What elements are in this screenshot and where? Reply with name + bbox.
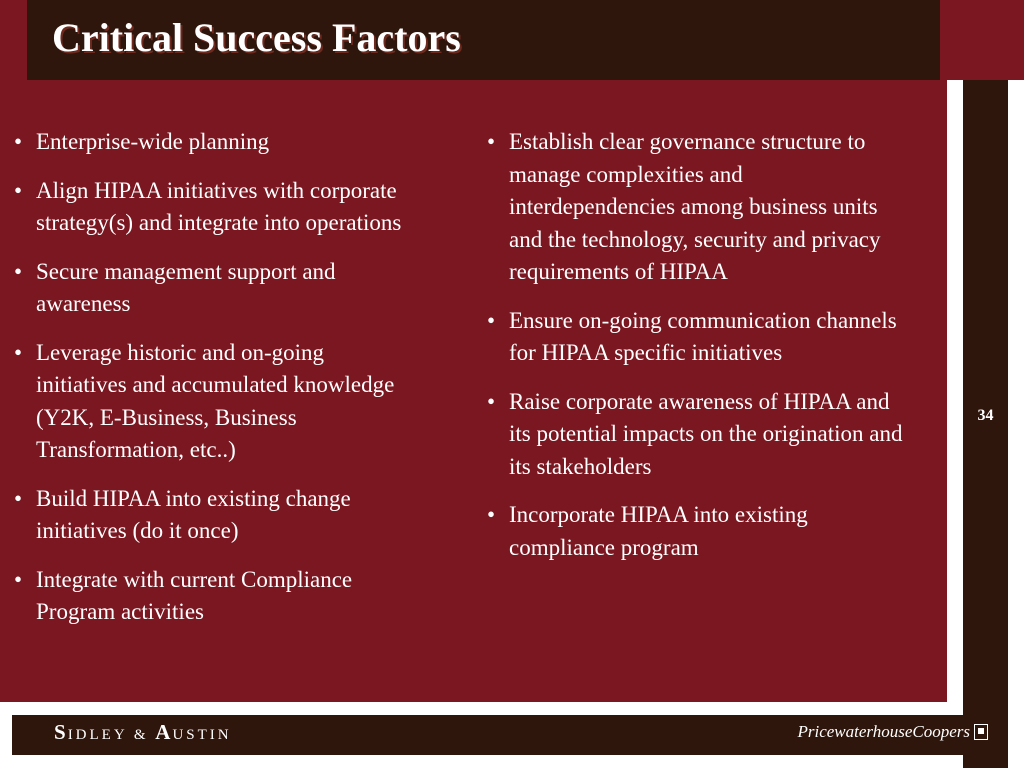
right-side-strip <box>963 80 1008 768</box>
page-number: 34 <box>977 407 994 424</box>
bullet-text: Leverage historic and on-going initiatives and accumulated knowledge (Y2K, E-Business, Business Transformation, etc..) <box>36 339 395 462</box>
bullet-icon: • <box>487 307 496 333</box>
right-side-panel <box>947 80 1024 768</box>
bullet-text: Ensure on-going communication channels for HIPAA specific initiatives <box>509 307 897 365</box>
bullet-item <box>487 305 912 370</box>
slide-title: Critical Success Factors <box>52 15 461 60</box>
bullet-text: Incorporate HIPAA into existing compliance program <box>509 502 808 560</box>
bullet-icon: • <box>487 502 496 527</box>
bullet-item <box>14 337 414 467</box>
bullet-text: Align HIPAA initiatives with corporate strategy(s) and integrate into operations <box>36 177 402 235</box>
title-bar <box>27 0 940 80</box>
bullet-text: Establish clear governance structure to manage complexities and interdependencies among business units and the technology, security and privacy requirements of HIPAA <box>509 129 881 284</box>
bullet-item <box>14 256 414 321</box>
bullet-icon: • <box>14 566 23 592</box>
bullet-item <box>14 175 414 240</box>
bullet-item <box>14 126 414 159</box>
pricewaterhousecoopers-logo: PricewaterhouseCoopers <box>797 722 988 742</box>
right-bullet-list <box>487 126 912 580</box>
bullet-text: Enterprise-wide planning <box>36 129 270 154</box>
bullet-item <box>487 126 912 289</box>
bullet-text: Integrate with current Compliance Program activities <box>36 566 353 624</box>
bullet-item <box>14 483 414 548</box>
bullet-icon: • <box>14 339 23 365</box>
bullet-item <box>487 386 912 484</box>
pwc-mark-icon <box>974 724 988 740</box>
bullet-icon: • <box>487 388 496 414</box>
bullet-text: Secure management support and awareness <box>36 258 336 316</box>
bullet-icon: • <box>14 258 23 284</box>
bullet-text: Raise corporate awareness of HIPAA and its potential impacts on the origination and its stakeholders <box>509 388 903 479</box>
bullet-item <box>487 499 912 564</box>
sidley-austin-logo: SIDLEY & AUSTIN <box>54 720 232 744</box>
bullet-text: Build HIPAA into existing change initiatives (do it once) <box>36 485 351 543</box>
footer-inner <box>12 715 1000 755</box>
bullet-icon: • <box>14 177 23 203</box>
left-bullet-list <box>14 126 414 645</box>
footer-bar <box>0 702 970 768</box>
bullet-icon: • <box>14 129 23 154</box>
bullet-icon: • <box>487 129 496 154</box>
bullet-item <box>14 564 414 629</box>
bullet-icon: • <box>14 485 23 511</box>
